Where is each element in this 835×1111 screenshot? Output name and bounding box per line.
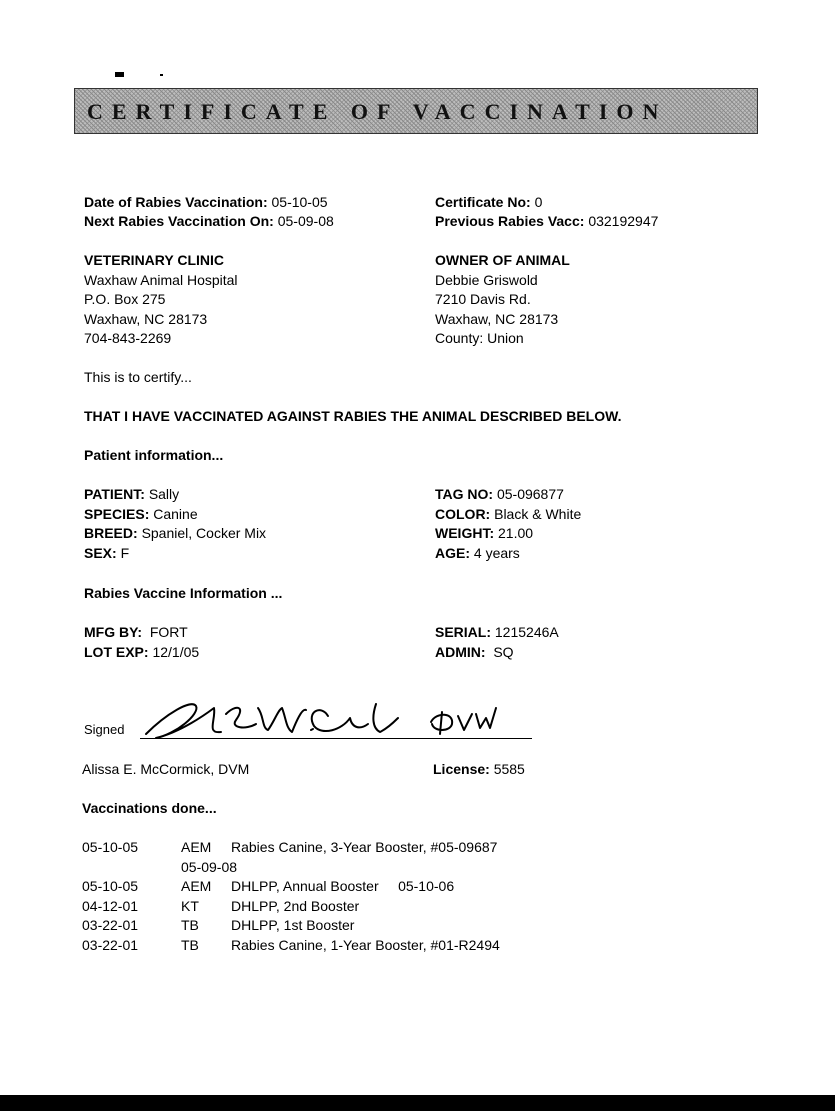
clinic-heading: VETERINARY CLINIC [84, 252, 225, 268]
vaccination-date: 03-22-01 [82, 936, 139, 953]
next-rabies-value: 05-09-08 [277, 213, 334, 229]
vet-name: Alissa E. McCormick, DVM [82, 761, 250, 777]
certification-statement: THAT I HAVE VACCINATED AGAINST RABIES THE ANIMAL DESCRIBED BELOW. [84, 408, 622, 424]
table-row [82, 916, 355, 936]
clinic-phone: 704-843-2269 [84, 330, 172, 346]
clinic-block [84, 251, 238, 349]
license-row [433, 760, 525, 780]
license-label: License: [433, 761, 490, 777]
rabies-date-label: Date of Rabies Vaccination: [84, 194, 268, 210]
patient-value: Sally [148, 486, 180, 502]
rabies-date-value: 05-10-05 [271, 194, 328, 210]
breed-value: Spaniel, Cocker Mix [141, 525, 267, 541]
certificate-no-row [435, 193, 542, 213]
sex-value: F [120, 544, 130, 561]
vaccination-description: Rabies Canine, 3-Year Booster, #05-09687 [231, 839, 498, 855]
scan-bottom-edge [0, 1095, 835, 1111]
vaccination-continuation: 05-09-08 [181, 858, 238, 875]
patient-left-block [84, 485, 266, 563]
clinic-name: Waxhaw Animal Hospital [84, 271, 238, 288]
rabies-date-row [84, 193, 328, 213]
signature-line [140, 738, 532, 739]
vaccination-date: 05-10-05 [82, 839, 139, 855]
table-row [82, 838, 498, 858]
tag-label: TAG NO: [435, 486, 494, 502]
vaccination-date: 04-12-01 [82, 897, 139, 914]
species-value: Canine [153, 505, 198, 522]
table-row [82, 897, 360, 917]
vaccinations-section-heading: Vaccinations done... [82, 800, 217, 816]
age-value: 4 years [473, 544, 520, 561]
patient-right-block [435, 485, 581, 563]
previous-rabies-value: 032192947 [588, 213, 659, 229]
certificate-no-label: Certificate No: [435, 194, 531, 210]
vaccine-right-block [435, 623, 559, 662]
vaccination-staff: TB [181, 917, 199, 933]
patient-section-heading: Patient information... [84, 447, 224, 463]
table-row [82, 877, 455, 897]
next-rabies-label: Next Rabies Vaccination On: [84, 213, 274, 229]
tag-value: 05-096877 [496, 486, 564, 502]
certify-text: This is to certify... [84, 369, 192, 385]
owner-address1: 7210 Davis Rd. [435, 291, 531, 307]
table-row [82, 936, 500, 956]
vaccination-staff: AEM [181, 878, 212, 894]
owner-block [435, 251, 570, 349]
breed-label: BREED: [84, 525, 138, 541]
owner-name: Debbie Griswold [435, 271, 538, 288]
vaccination-staff: KT [181, 897, 199, 914]
lot-exp-label: LOT EXP: [84, 643, 149, 660]
vaccination-description: Rabies Canine, 1-Year Booster, #01-R2494 [231, 936, 500, 953]
vaccine-section-heading: Rabies Vaccine Information ... [84, 585, 283, 601]
vaccination-description: DHLPP, Annual Booster 05-10-06 [231, 878, 455, 894]
color-value: Black & White [494, 505, 582, 522]
license-value: 5585 [493, 761, 525, 777]
age-label: AGE: [435, 544, 470, 561]
vaccinations-table [82, 838, 500, 955]
handwritten-signature [136, 694, 516, 744]
previous-rabies-label: Previous Rabies Vacc: [435, 213, 585, 229]
owner-address2: Waxhaw, NC 28173 [435, 310, 559, 327]
clinic-address1: P.O. Box 275 [84, 291, 166, 307]
previous-rabies-row [435, 212, 658, 232]
vaccination-description: DHLPP, 2nd Booster [231, 897, 360, 914]
patient-label: PATIENT: [84, 486, 145, 502]
weight-value: 21.00 [498, 525, 534, 541]
vaccination-date: 03-22-01 [82, 917, 139, 933]
mfg-label: MFG BY: [84, 624, 143, 640]
next-rabies-row [84, 212, 334, 232]
vaccination-staff: TB [181, 936, 199, 953]
admin-value: SQ [493, 643, 514, 660]
admin-label: ADMIN: [435, 643, 486, 660]
serial-label: SERIAL: [435, 624, 491, 640]
certificate-banner [74, 88, 758, 134]
scan-speck [160, 74, 163, 76]
certificate-no-value: 0 [534, 194, 543, 210]
scan-speck [115, 72, 124, 77]
owner-heading: OWNER OF ANIMAL [435, 252, 570, 268]
mfg-value: FORT [149, 624, 188, 640]
lot-exp-value: 12/1/05 [152, 643, 200, 660]
owner-county: County: Union [435, 330, 524, 346]
weight-label: WEIGHT: [435, 525, 495, 541]
clinic-address2: Waxhaw, NC 28173 [84, 310, 208, 327]
vaccination-staff: AEM [181, 839, 212, 855]
sex-label: SEX: [84, 544, 117, 561]
signed-label: Signed [84, 722, 125, 737]
color-label: COLOR: [435, 505, 491, 522]
vaccination-date: 05-10-05 [82, 878, 139, 894]
species-label: SPECIES: [84, 505, 150, 522]
vaccine-left-block [84, 623, 199, 662]
serial-value: 1215246A [494, 624, 559, 640]
vaccination-description: DHLPP, 1st Booster [231, 917, 355, 933]
page-title: CERTIFICATE OF VACCINATION [87, 99, 668, 124]
